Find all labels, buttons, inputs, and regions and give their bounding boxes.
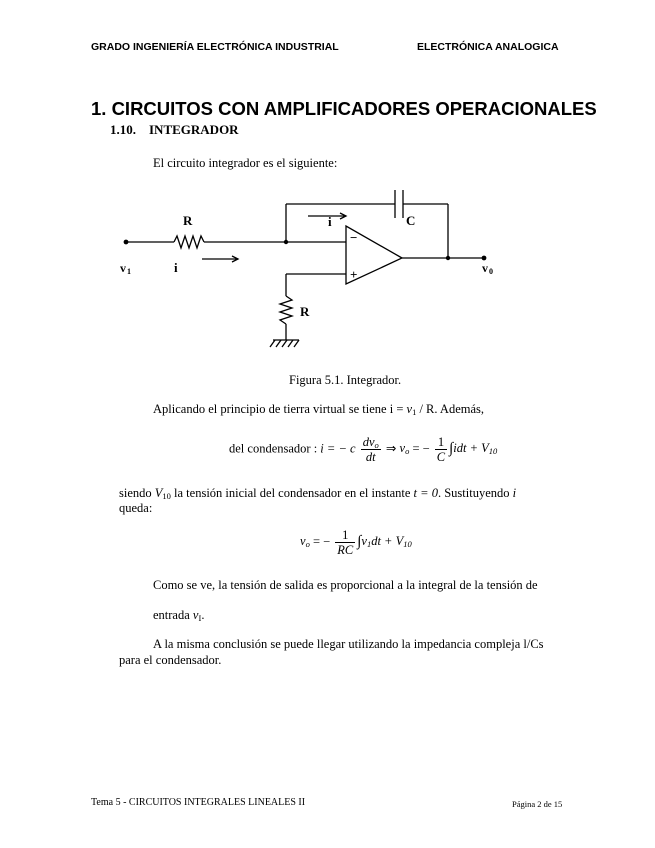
- input-resistor: [174, 236, 204, 248]
- running-header-left: GRADO INGENIERÍA ELECTRÓNICA INDUSTRIAL: [91, 41, 339, 53]
- integral-symbol: ∫: [449, 440, 454, 457]
- label-output-v: v: [482, 261, 488, 275]
- paragraph-impedance-line2: para el condensador.: [119, 653, 222, 667]
- label-output-sub: 0: [489, 267, 493, 276]
- ground-resistor: [280, 296, 292, 324]
- figure-caption: Figura 5.1. Integrador.: [289, 373, 402, 387]
- input-terminal: [124, 240, 129, 245]
- footer-page-number: Página 2 de 15: [512, 799, 563, 809]
- eq2-inverse-rc-fraction: $\frac{1}{RC}$: [337, 528, 354, 557]
- label-current-fb: i: [328, 214, 332, 229]
- label-r-gnd: R: [300, 304, 310, 319]
- subsection-number: 1.10.: [110, 122, 136, 137]
- output-terminal: [482, 256, 487, 261]
- implies-symbol: ⇒: [385, 441, 397, 456]
- paragraph-conclusion-line2: entrada $v_I$.: [153, 608, 205, 624]
- label-current-in: i: [174, 260, 178, 275]
- intro-text: El circuito integrador es el siguiente:: [153, 156, 338, 170]
- paragraph-initial-voltage: siendo $V_{10}$ la tensión inicial del condensador en el instante t = 0. Sustituyendo i queda:: [119, 486, 517, 515]
- label-c: C: [406, 213, 416, 228]
- paragraph-impedance-line1: A la misma conclusión se puede llegar utilizando la impedancia compleja l/Cs: [153, 637, 544, 651]
- label-input-sub: 1: [127, 267, 131, 276]
- integrator-circuit-diagram: [110, 180, 530, 360]
- equation-output: $v_o$ = − $\frac{1}{RC}$ $\int v_1dt + V_{10}$: [300, 528, 412, 557]
- paragraph-virtual-ground: Aplicando el principio de tierra virtual se tiene $i = v_1 / R$. Además,: [153, 402, 485, 418]
- eq1-prefix: del condensador :: [229, 441, 318, 456]
- eq1-inverse-c-fraction: $\frac{1}{C}$: [436, 435, 446, 464]
- label-input-v: v: [120, 261, 126, 275]
- output-node: [446, 256, 450, 260]
- equation-capacitor: del condensador : i = − c $\frac{dv_o}{dt}$ ⇒ $v_o$ = − $\frac{1}{C}$ $\int idt + V_{10}$: [229, 435, 498, 464]
- running-header-right: ELECTRÓNICA ANALOGICA: [417, 41, 559, 53]
- inverting-node: [284, 240, 288, 244]
- eq1-derivative-fraction: $\frac{dv_o}{dt}$: [362, 435, 379, 464]
- label-plus: +: [350, 267, 358, 282]
- label-minus: −: [350, 230, 358, 245]
- footer-left: Tema 5 - CIRCUITOS INTEGRALES LINEALES II: [91, 797, 306, 808]
- paragraph-conclusion-line1: Como se ve, la tensión de salida es proporcional a la integral de la tensión de: [153, 578, 538, 592]
- label-r-in: R: [183, 213, 193, 228]
- section-title: 1. CIRCUITOS CON AMPLIFICADORES OPERACIONALES: [91, 98, 597, 119]
- integral-symbol: ∫: [357, 533, 362, 550]
- subsection-title: INTEGRADOR: [149, 122, 239, 137]
